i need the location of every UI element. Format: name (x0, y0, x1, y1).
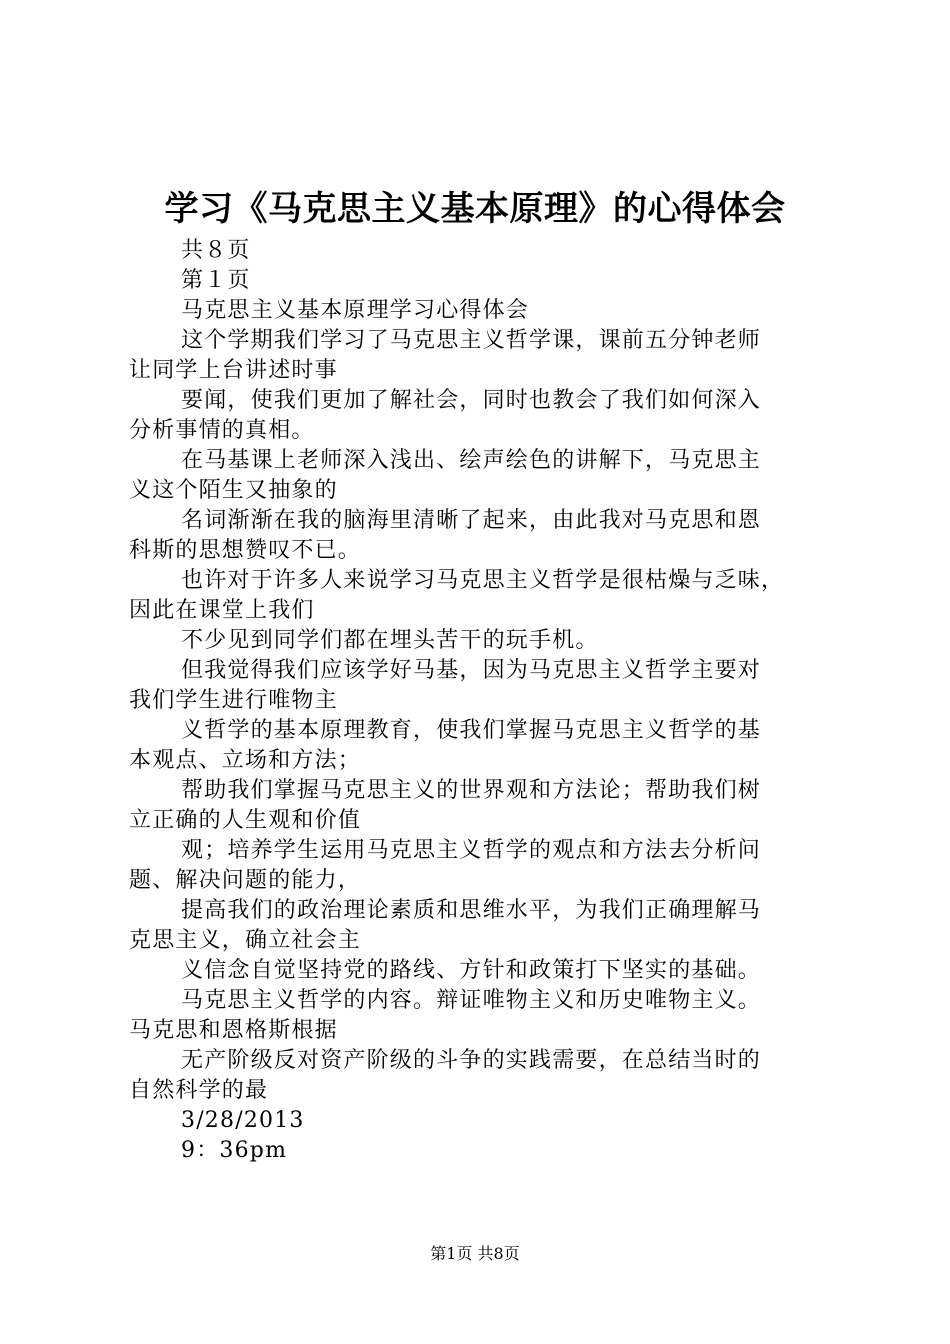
text-line: 自然科学的最 (129, 1078, 269, 1103)
text-line: 提高我们的政治理论素质和思维水平，为我们正确理解马 (181, 898, 762, 923)
text-line: 立正确的人生观和价值 (129, 808, 362, 833)
text-line: 无产阶级反对资产阶级的斗争的实践需要，在总结当时的 (181, 1048, 762, 1073)
text-line: 科斯的思想赞叹不已。 (129, 538, 362, 563)
date-line: 3/28/2013 (181, 1108, 305, 1133)
document-body (129, 236, 833, 1166)
text-line: 这个学期我们学习了马克思主义哲学课，课前五分钟老师 (181, 328, 762, 353)
text-line: 本观点、立场和方法； (129, 748, 362, 773)
text-line: 义这个陌生又抽象的 (129, 478, 338, 503)
text-line: 第１页 (181, 268, 251, 293)
text-line: 帮助我们掌握马克思主义的世界观和方法论；帮助我们树 (181, 778, 762, 803)
text-line: 观；培养学生运用马克思主义哲学的观点和方法去分析问 (181, 838, 762, 863)
text-line: 在马基课上老师深入浅出、绘声绘色的讲解下，马克思主 (181, 448, 762, 473)
text-line: 马克思和恩格斯根据 (129, 1018, 338, 1043)
page-footer: 第1页 共8页 (430, 1244, 520, 1263)
text-line: 共８页 (181, 238, 251, 263)
text-line: 马克思主义哲学的内容。辩证唯物主义和历史唯物主义。 (181, 988, 762, 1013)
text-line: 克思主义，确立社会主 (129, 928, 362, 953)
text-line: 义信念自觉坚持党的路线、方针和政策打下坚实的基础。 (181, 958, 762, 983)
text-line: 我们学生进行唯物主 (129, 688, 338, 713)
text-line: 马克思主义基本原理学习心得体会 (181, 298, 530, 323)
text-line: 分析事情的真相。 (129, 418, 315, 443)
text-line: 因此在课堂上我们 (129, 598, 315, 623)
text-line: 让同学上台讲述时事 (129, 358, 338, 383)
text-line: 不少见到同学们都在埋头苦干的玩手机。 (181, 628, 599, 653)
document-title: 学习《马克思主义基本原理》的心得体会 (164, 189, 786, 229)
text-line: 题、解决问题的能力， (129, 868, 362, 893)
text-line: 义哲学的基本原理教育，使我们掌握马克思主义哲学的基 (181, 718, 762, 743)
text-line: 也许对于许多人来说学习马克思主义哲学是很枯燥与乏味， (181, 568, 785, 593)
text-line: 但我觉得我们应该学好马基，因为马克思主义哲学主要对 (181, 658, 762, 683)
text-line: 名词渐渐在我的脑海里清晰了起来，由此我对马克思和恩 (181, 508, 762, 533)
time-line: 9：36pm (181, 1138, 288, 1163)
text-line: 要闻，使我们更加了解社会，同时也教会了我们如何深入 (181, 388, 762, 413)
